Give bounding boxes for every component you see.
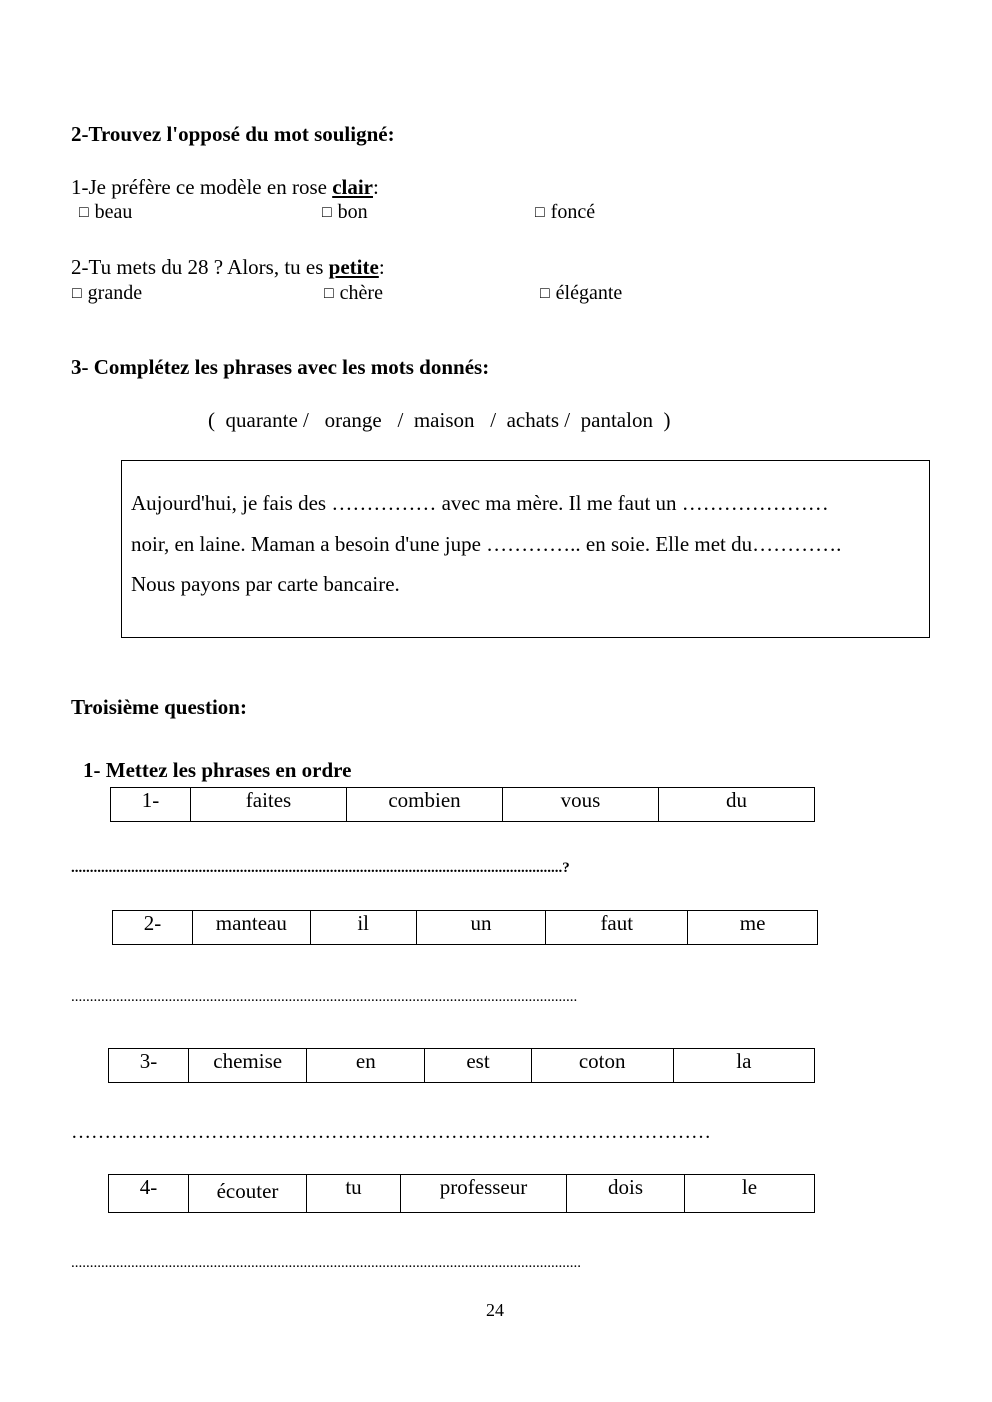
word-cell: la [673, 1049, 814, 1083]
checkbox-icon[interactable]: □ [535, 204, 545, 221]
word-cell: faites [191, 788, 347, 822]
word-order-table-3 [108, 1048, 815, 1083]
question-1-prefix: 1-Je préfère ce modèle en rose [71, 175, 333, 199]
option-beau[interactable] [79, 201, 132, 224]
option-label: élégante [555, 282, 623, 304]
option-label: bon [337, 201, 368, 223]
word-cell: 4- [109, 1175, 189, 1213]
word-cell: coton [531, 1049, 673, 1083]
page-number: 24 [486, 1300, 504, 1320]
word-cell: il [310, 911, 416, 945]
question-3-heading: Troisième question: [71, 695, 247, 719]
word-cell: manteau [192, 911, 310, 945]
option-bon[interactable] [322, 201, 368, 224]
word-bank: ( quarante / orange / maison / achats / pantalon ) [208, 408, 671, 432]
word-cell: un [416, 911, 546, 945]
question-1-suffix: : [373, 175, 379, 199]
word-cell: faut [546, 911, 688, 945]
word-cell: en [307, 1049, 425, 1083]
checkbox-icon[interactable]: □ [540, 285, 550, 302]
option-label: chère [339, 282, 383, 304]
word-order-table-4 [108, 1174, 815, 1213]
checkbox-icon[interactable]: □ [72, 285, 82, 302]
question-3-subheading: 1- Mettez les phrases en ordre [83, 758, 352, 782]
option-grande[interactable] [72, 282, 142, 305]
question-1-text [71, 175, 379, 200]
word-cell: combien [347, 788, 503, 822]
paragraph-line-2[interactable]: noir, en laine. Maman a besoin d'une jupe ………….. en soie. Elle met du…………. [131, 532, 842, 556]
word-cell: 3- [109, 1049, 189, 1083]
checkbox-icon[interactable]: □ [79, 204, 89, 221]
word-cell: chemise [189, 1049, 307, 1083]
option-elegante[interactable] [540, 282, 622, 305]
question-2-text [71, 255, 385, 280]
option-label: beau [94, 201, 133, 223]
paragraph-line-3: Nous payons par carte bancaire. [131, 572, 400, 596]
option-chere[interactable] [324, 282, 383, 305]
section-3-heading: 3- Complétez les phrases avec les mots donnés: [71, 355, 490, 379]
fill-in-paragraph-box [121, 460, 930, 638]
checkbox-icon[interactable]: □ [324, 285, 334, 302]
option-label: grande [87, 282, 143, 304]
answer-line-3[interactable]: …………………………………………………………………………………… [71, 1121, 711, 1143]
word-cell: vous [503, 788, 659, 822]
answer-line-4[interactable]: ........................................................................................................................................ [71, 1255, 581, 1271]
option-fonce[interactable] [535, 201, 595, 224]
answer-line-2[interactable]: ....................................................................................................................................... [71, 989, 578, 1005]
word-cell: 1- [111, 788, 191, 822]
word-cell: 2- [113, 911, 193, 945]
paragraph-line-1[interactable]: Aujourd'hui, je fais des …………… avec ma mère. Il me faut un ………………… [131, 491, 829, 515]
word-cell: tu [307, 1175, 401, 1213]
option-label: foncé [550, 201, 596, 223]
question-2-suffix: : [378, 255, 385, 279]
word-cell: est [425, 1049, 531, 1083]
word-cell: écouter [189, 1175, 307, 1213]
word-cell: dois [567, 1175, 685, 1213]
word-cell: professeur [401, 1175, 567, 1213]
word-cell: le [685, 1175, 815, 1213]
question-2-prefix: 2-Tu mets du 28 ? Alors, tu es [71, 255, 329, 279]
word-cell: me [688, 911, 818, 945]
underlined-word-clair: clair [332, 175, 373, 199]
checkbox-icon[interactable]: □ [322, 204, 332, 221]
word-cell: du [659, 788, 815, 822]
underlined-word-petite: petite [328, 255, 379, 279]
word-order-table-2 [112, 910, 818, 945]
word-order-table-1 [110, 787, 815, 822]
answer-line-1[interactable]: ...................................................................................................................................? [71, 860, 570, 876]
section-2-heading: 2-Trouvez l'opposé du mot souligné: [71, 122, 395, 146]
